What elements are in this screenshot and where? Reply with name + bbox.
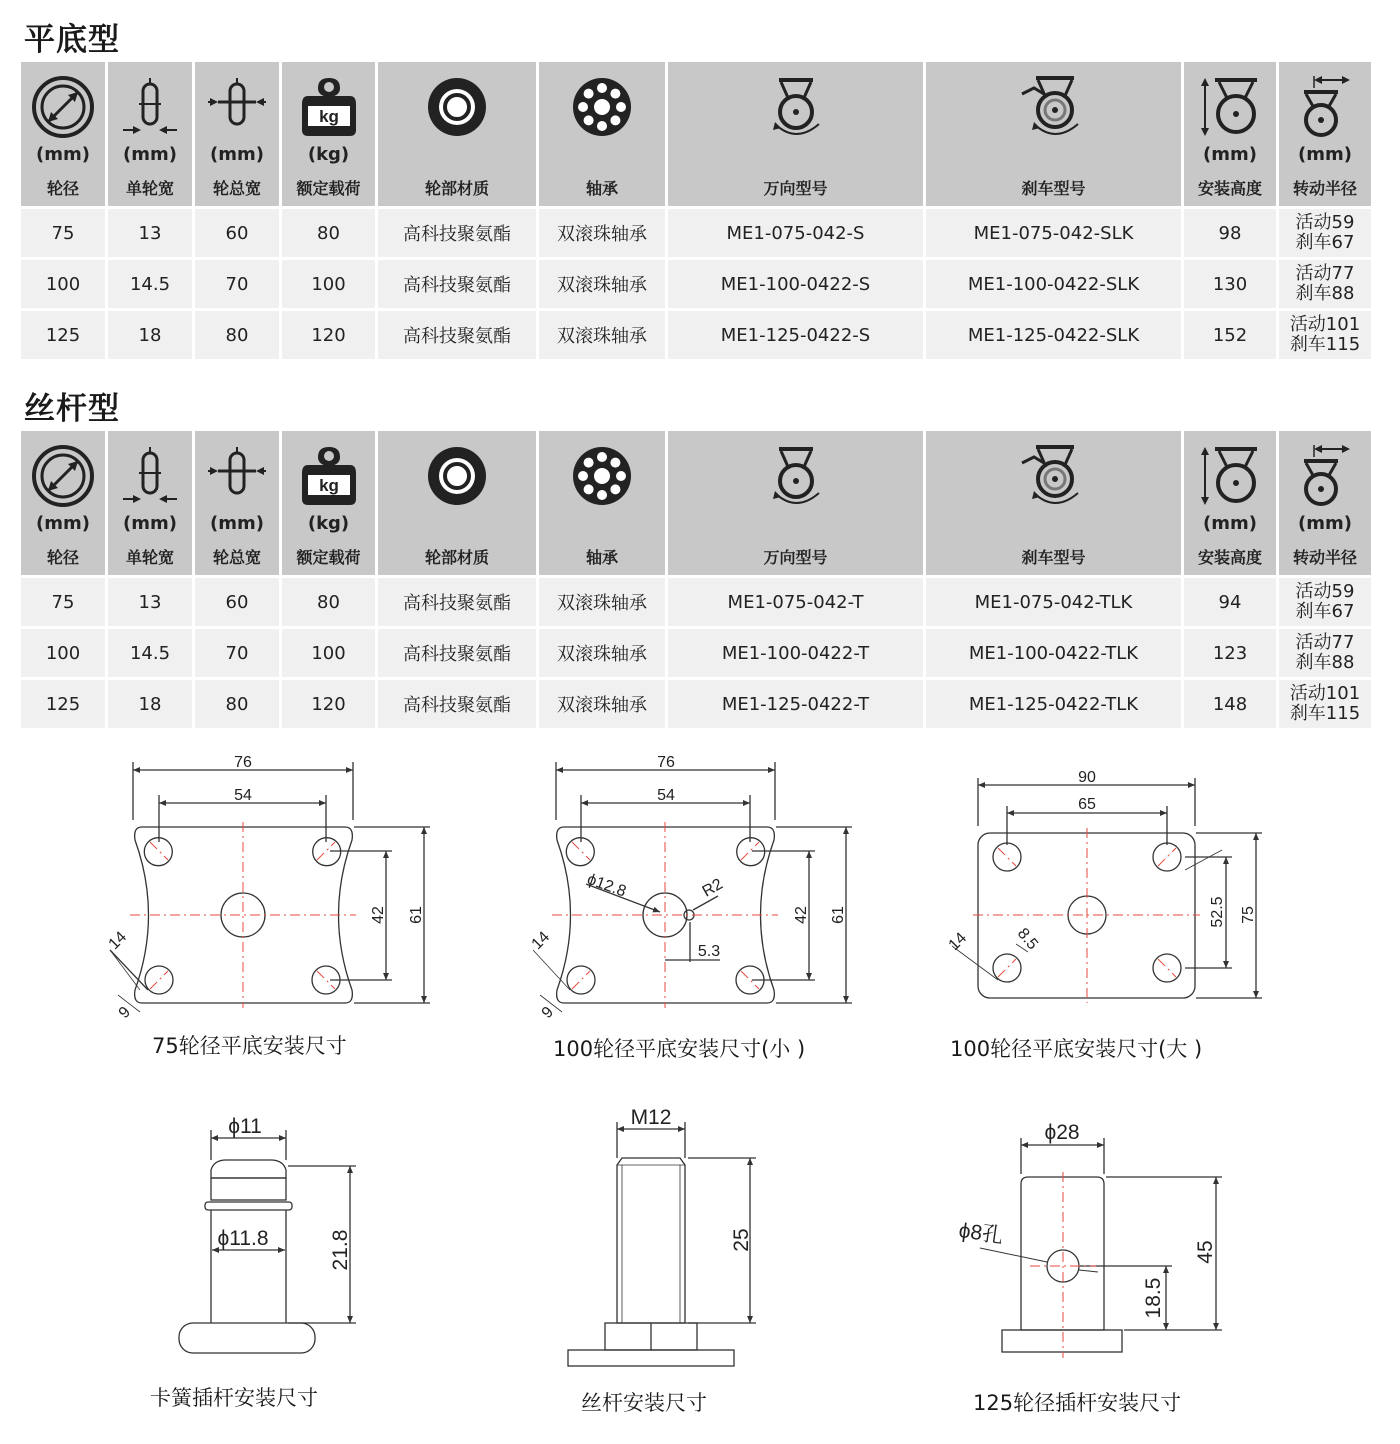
- stem-base: [179, 1323, 315, 1353]
- dim-outer-width: 76: [657, 754, 675, 771]
- cell-height: 152: [1184, 311, 1276, 359]
- dim-hole-height: 42: [793, 906, 810, 924]
- header-label: 额定载荷: [296, 179, 361, 198]
- cell-brake-model: ME1-100-0422-SLK: [926, 260, 1181, 308]
- cell-single-width: 14.5: [108, 629, 192, 677]
- cell-radius: 活动101 刹车115: [1279, 311, 1371, 359]
- cell-load: 120: [282, 311, 375, 359]
- header-label: 万向型号: [763, 548, 828, 567]
- plate-75-drawing: [110, 762, 430, 1012]
- header-unit: (kg): [307, 144, 350, 165]
- cell-height: 98: [1184, 209, 1276, 257]
- caption-grip-stem: 125轮径插杆安装尺寸: [973, 1391, 1182, 1415]
- dim-hole-width: 54: [234, 787, 252, 804]
- header-label: 轮总宽: [212, 179, 261, 198]
- cell-bearing: 双滚珠轴承: [539, 260, 665, 308]
- slot-hole: [730, 960, 770, 1000]
- centerline: [973, 828, 1200, 1003]
- cell-total-width: 60: [195, 209, 279, 257]
- cell-material: 高科技聚氨酯: [378, 311, 536, 359]
- dim-outer-height: 75: [1240, 906, 1257, 924]
- grip-stem-drawing: [980, 1138, 1222, 1352]
- slot-hole: [987, 837, 1027, 877]
- cell-brake-model: ME1-125-0422-SLK: [926, 311, 1181, 359]
- cell-diameter: 100: [21, 629, 105, 677]
- header-unit: (mm): [123, 144, 177, 165]
- cell-single-width: 13: [108, 578, 192, 626]
- header-label: 转动半径: [1292, 179, 1357, 198]
- cell-radius: 活动101 刹车115: [1279, 680, 1371, 728]
- cell-total-width: 70: [195, 629, 279, 677]
- header-label: 轮部材质: [424, 548, 489, 567]
- cell-bearing: 双滚珠轴承: [539, 680, 665, 728]
- cell-swivel-model: ME1-075-042-S: [668, 209, 923, 257]
- slot-hole: [731, 832, 771, 872]
- header-unit: (mm): [36, 513, 90, 534]
- dim-slot-length: 14: [528, 928, 554, 954]
- cell-single-width: 18: [108, 680, 192, 728]
- dim-hole-width: 54: [657, 787, 675, 804]
- cell-swivel-model: ME1-125-0422-T: [668, 680, 923, 728]
- cell-swivel-model: ME1-100-0422-S: [668, 260, 923, 308]
- thread-body: [617, 1158, 685, 1323]
- plate-100-large-drawing: [952, 778, 1262, 998]
- cell-radius: 活动77 刹车88: [1279, 629, 1371, 677]
- header-label: 轴承: [585, 548, 618, 567]
- centerline: [552, 822, 778, 1008]
- dim-radius: R2: [699, 875, 726, 901]
- cell-single-width: 18: [108, 311, 192, 359]
- caption-plate-100-large: 100轮径平底安装尺寸(大 ): [950, 1037, 1203, 1061]
- dim-outer-width: 90: [1078, 769, 1096, 786]
- header-label: 轴承: [585, 179, 618, 198]
- dim-offset: 5.3: [697, 943, 721, 960]
- header-label: 轮径: [46, 548, 79, 567]
- dim-height: 21.8: [329, 1229, 352, 1271]
- cell-material: 高科技聚氨酯: [378, 260, 536, 308]
- caption-plate-75: 75轮径平底安装尺寸: [152, 1034, 347, 1058]
- header-label: 轮总宽: [212, 548, 261, 567]
- slot-hole: [138, 832, 178, 872]
- caption-spring-stem: 卡簧插杆安装尺寸: [150, 1386, 318, 1410]
- dim-height: 45: [1194, 1240, 1217, 1264]
- cell-single-width: 13: [108, 209, 192, 257]
- dim-slot-length: 14: [105, 928, 131, 954]
- header-label: 万向型号: [763, 179, 828, 198]
- slot-hole: [139, 960, 179, 1000]
- header-unit: (mm): [123, 513, 177, 534]
- cell-material: 高科技聚氨酯: [378, 578, 536, 626]
- header-label: 轮部材质: [424, 179, 489, 198]
- dim-diameter: ϕ28: [1044, 1121, 1080, 1144]
- cell-total-width: 80: [195, 680, 279, 728]
- dim-hole-height: 42: [370, 906, 387, 924]
- slot-hole: [1147, 948, 1187, 988]
- header-label: 额定载荷: [296, 548, 361, 567]
- plate-100-small-drawing: [533, 762, 852, 1012]
- cell-bearing: 双滚珠轴承: [539, 578, 665, 626]
- cell-diameter: 125: [21, 680, 105, 728]
- dim-hole-width: 65: [1078, 796, 1096, 813]
- cell-material: 高科技聚氨酯: [378, 209, 536, 257]
- slot-hole: [987, 948, 1027, 988]
- dim-hole-height: 52.5: [1209, 896, 1226, 928]
- cell-height: 148: [1184, 680, 1276, 728]
- section-title-threaded: 丝杆型: [24, 391, 120, 427]
- slot-hole: [307, 832, 347, 872]
- cell-material: 高科技聚氨酯: [378, 680, 536, 728]
- header-label: 单轮宽: [125, 179, 174, 198]
- cell-swivel-model: ME1-100-0422-T: [668, 629, 923, 677]
- stem-groove: [205, 1202, 292, 1210]
- cell-total-width: 70: [195, 260, 279, 308]
- header-label: 安装高度: [1197, 179, 1262, 198]
- dim-length: 25: [730, 1228, 753, 1252]
- dim-hole-height: 18.5: [1142, 1277, 1165, 1319]
- kg-text: kg: [318, 107, 339, 126]
- dim-slot-length: 14: [945, 929, 971, 955]
- cell-load: 100: [282, 629, 375, 677]
- dim-slot-width: 9: [538, 1003, 557, 1022]
- threaded-stem-drawing: [568, 1122, 756, 1366]
- dim-center-diameter: ϕ12.8: [584, 870, 629, 901]
- stem-cap: [211, 1160, 286, 1178]
- cell-brake-model: ME1-075-042-SLK: [926, 209, 1181, 257]
- header-unit: (mm): [36, 144, 90, 165]
- slot-hole: [1147, 837, 1187, 877]
- header-label: 安装高度: [1197, 548, 1262, 567]
- cell-height: 123: [1184, 629, 1276, 677]
- cell-bearing: 双滚珠轴承: [539, 311, 665, 359]
- cell-brake-model: ME1-100-0422-TLK: [926, 629, 1181, 677]
- header-unit: (kg): [307, 513, 350, 534]
- cell-swivel-model: ME1-125-0422-S: [668, 311, 923, 359]
- cell-total-width: 80: [195, 311, 279, 359]
- dim-outer-height: 61: [830, 906, 847, 924]
- header-unit: (mm): [210, 144, 264, 165]
- kg-text: kg: [318, 476, 339, 495]
- slot-hole: [560, 832, 600, 872]
- header-unit: (mm): [1203, 513, 1257, 534]
- cell-diameter: 75: [21, 578, 105, 626]
- cell-total-width: 60: [195, 578, 279, 626]
- cell-load: 80: [282, 578, 375, 626]
- cell-bearing: 双滚珠轴承: [539, 209, 665, 257]
- header-label: 转动半径: [1292, 548, 1357, 567]
- header-unit: (mm): [1298, 144, 1352, 165]
- caption-threaded-stem: 丝杆安装尺寸: [581, 1391, 707, 1415]
- cell-diameter: 75: [21, 209, 105, 257]
- cell-height: 94: [1184, 578, 1276, 626]
- cell-bearing: 双滚珠轴承: [539, 629, 665, 677]
- slot-hole: [561, 960, 601, 1000]
- cell-diameter: 100: [21, 260, 105, 308]
- cell-swivel-model: ME1-075-042-T: [668, 578, 923, 626]
- section-title-flat: 平底型: [24, 22, 120, 58]
- cell-radius: 活动59 刹车67: [1279, 578, 1371, 626]
- cell-height: 130: [1184, 260, 1276, 308]
- dim-groove-diameter: ϕ11.8: [217, 1227, 269, 1250]
- caption-plate-100-small: 100轮径平底安装尺寸(小 ): [553, 1037, 806, 1061]
- cell-radius: 活动59 刹车67: [1279, 209, 1371, 257]
- dim-outer-height: 61: [408, 906, 425, 924]
- cell-load: 100: [282, 260, 375, 308]
- base-plate: [568, 1350, 734, 1366]
- cell-radius: 活动77 刹车88: [1279, 260, 1371, 308]
- centerline: [130, 822, 356, 1008]
- header-unit: (mm): [1203, 144, 1257, 165]
- cell-material: 高科技聚氨酯: [378, 629, 536, 677]
- cell-brake-model: ME1-075-042-TLK: [926, 578, 1181, 626]
- dim-pin-hole: ϕ8孔: [957, 1219, 1005, 1249]
- dim-outer-width: 76: [234, 754, 252, 771]
- stem-base: [1002, 1330, 1122, 1352]
- dim-slot-width: 8.5: [1013, 925, 1042, 954]
- dim-thread: M12: [630, 1106, 672, 1129]
- dim-slot-width: 9: [115, 1003, 134, 1022]
- cell-load: 120: [282, 680, 375, 728]
- header-label: 单轮宽: [125, 548, 174, 567]
- cell-load: 80: [282, 209, 375, 257]
- header-unit: (mm): [1298, 513, 1352, 534]
- header-label: 轮径: [46, 179, 79, 198]
- cell-single-width: 14.5: [108, 260, 192, 308]
- cell-diameter: 125: [21, 311, 105, 359]
- cell-brake-model: ME1-125-0422-TLK: [926, 680, 1181, 728]
- slot-hole: [306, 960, 346, 1000]
- header-label: 刹车型号: [1021, 548, 1086, 567]
- header-unit: (mm): [210, 513, 264, 534]
- header-label: 刹车型号: [1021, 179, 1086, 198]
- dim-top-diameter: ϕ11: [228, 1115, 262, 1138]
